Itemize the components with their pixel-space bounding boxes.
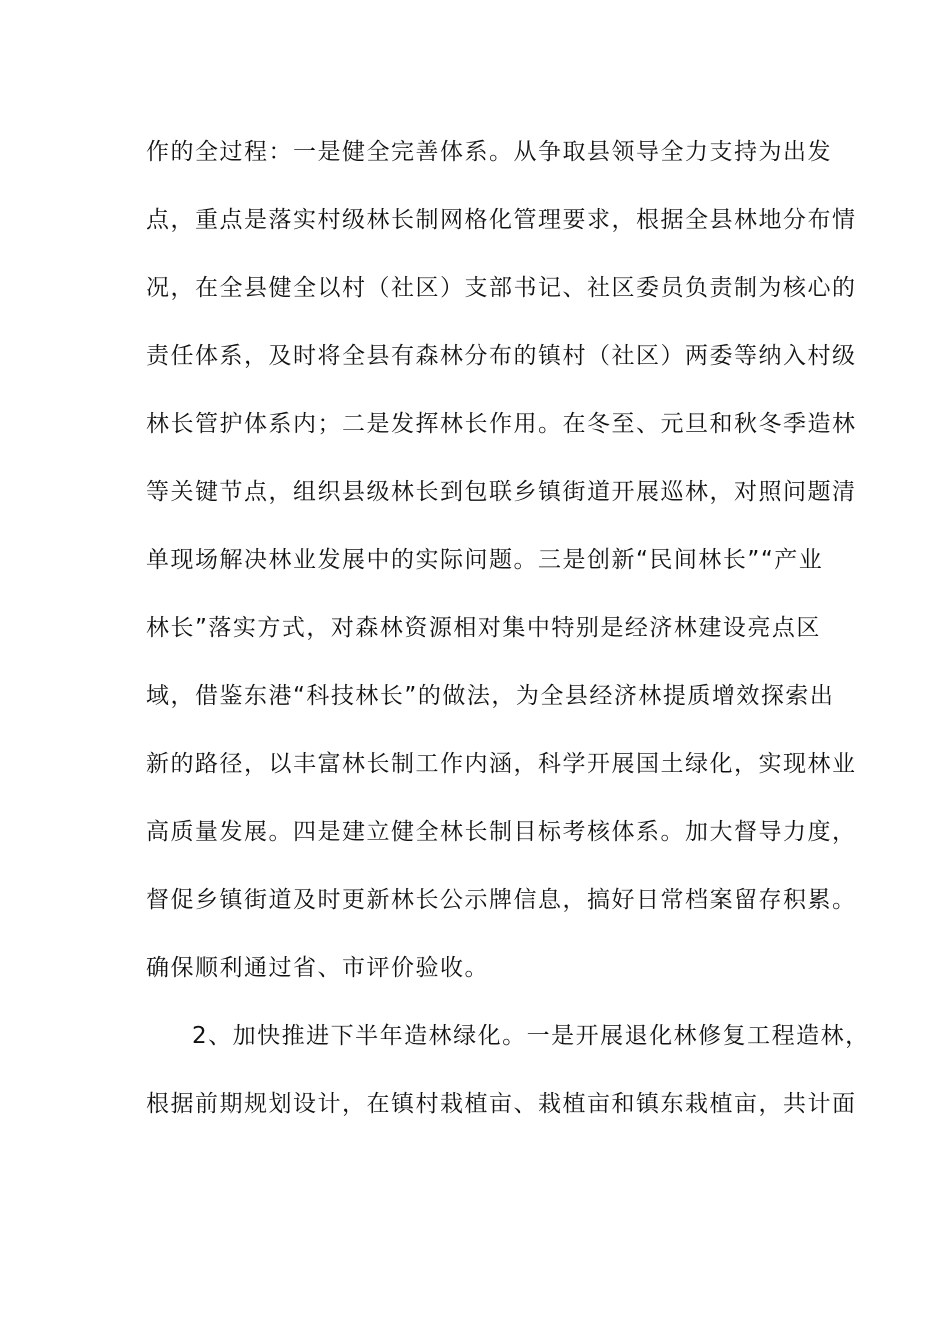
paragraph-start-line: 2、加快推进下半年造林绿化。一是开展退化林修复工程造林，	[192, 1023, 870, 1049]
text-line: 等关键节点，组织县级林长到包联乡镇街道开展巡林，对照问题清	[146, 479, 857, 505]
text-line: 责任体系，及时将全县有森林分布的镇村（社区）两委等纳入村级	[146, 343, 857, 369]
text-line: 新的路径，以丰富林长制工作内涵，科学开展国土绿化，实现林业	[146, 751, 857, 777]
text-line: 高质量发展。四是建立健全林长制目标考核体系。加大督导力度，	[146, 819, 857, 845]
text-line: 况，在全县健全以村（社区）支部书记、社区委员负责制为核心的	[146, 275, 857, 301]
text-line: 根据前期规划设计，在镇村栽植亩、栽植亩和镇东栽植亩，共计面	[146, 1091, 857, 1117]
text-line: 点，重点是落实村级林长制网格化管理要求，根据全县林地分布情	[146, 207, 857, 233]
text-line: 确保顺利通过省、市评价验收。	[146, 955, 489, 981]
text-line: 单现场解决林业发展中的实际问题。三是创新“民间林长”“产业	[146, 547, 824, 573]
body-text	[146, 134, 870, 1154]
text-line: 督促乡镇街道及时更新林长公示牌信息，搞好日常档案留存积累。	[146, 887, 857, 913]
text-line: 林长”落实方式，对森林资源相对集中特别是经济林建设亮点区	[146, 615, 821, 641]
text-line: 域，借鉴东港“科技林长”的做法，为全县经济林提质增效探索出	[146, 683, 835, 709]
text-line: 林长管护体系内；二是发挥林长作用。在冬至、元旦和秋冬季造林	[146, 411, 857, 437]
text-line: 作的全过程：一是健全完善体系。从争取县领导全力支持为出发	[146, 139, 832, 165]
